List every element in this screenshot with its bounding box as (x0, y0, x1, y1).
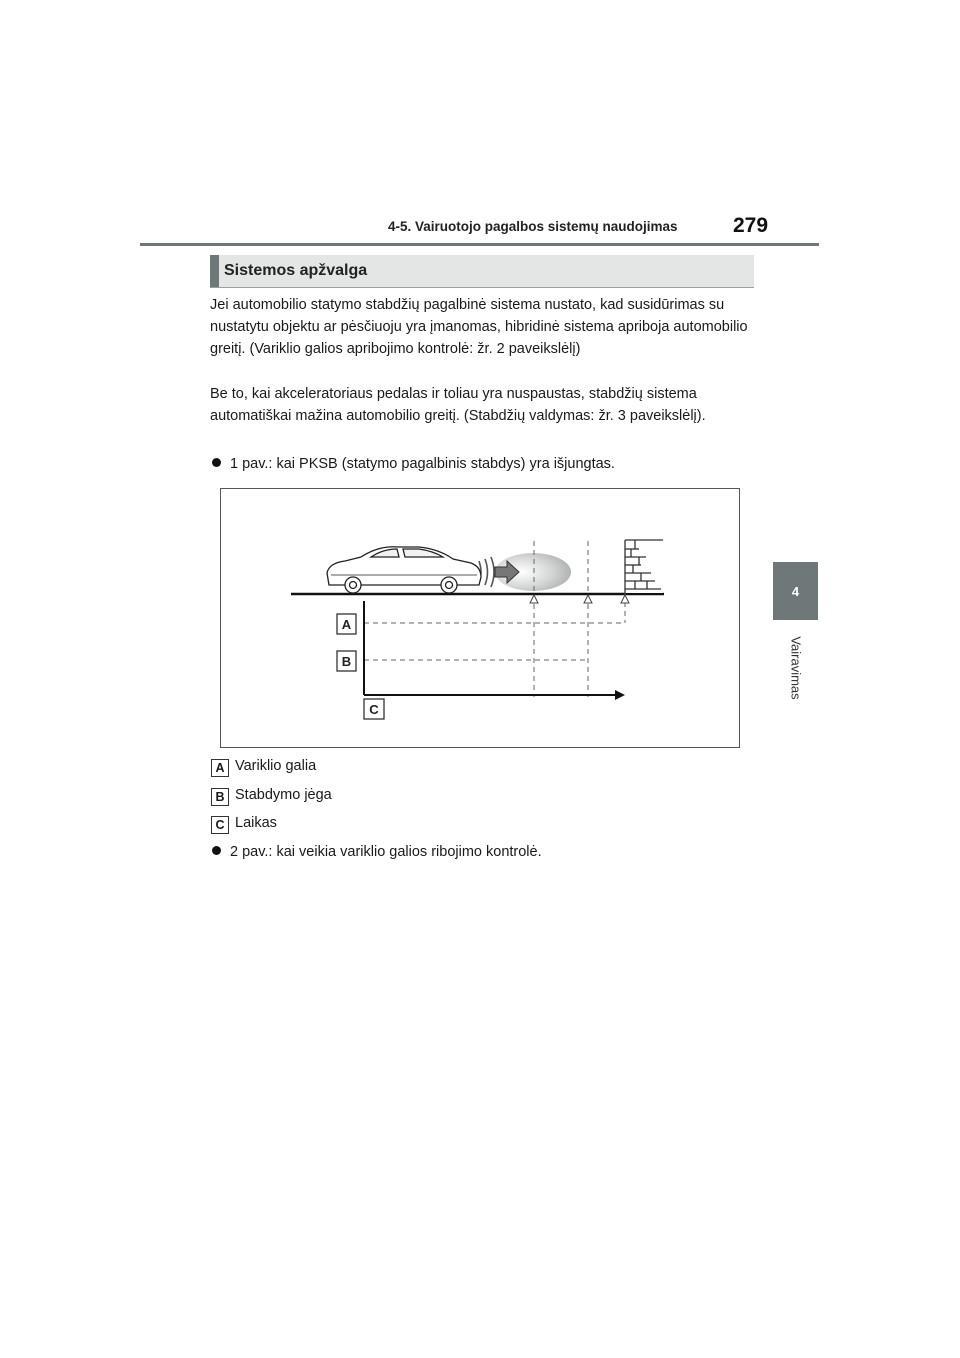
legend-item-a (211, 758, 316, 777)
section-heading (210, 255, 754, 288)
svg-text:C: C (369, 702, 379, 717)
legend-item-c (211, 815, 277, 834)
header-rule (140, 243, 819, 246)
bullet-dot (212, 458, 221, 467)
figure-label-a (337, 614, 356, 634)
sensor-wave-icon (479, 557, 494, 587)
brick-wall-icon (625, 540, 663, 593)
page-header (0, 0, 960, 260)
bullet-item-1 (212, 454, 615, 474)
body-paragraph-1: Jei automobilio statymo stabdžių pagalbinė sistema nustato, kad susidūrimas su nustatytu objektu ar pėsčiuoju yra įmanomas, hibridinė sistema apriboja automobilio greitį. (Variklio galios apribojimo kontrolė: žr. 2 paveikslėlį) (210, 297, 748, 358)
bullet-item-2 (212, 842, 542, 862)
figure-label-b (337, 651, 356, 671)
x-axis-arrow (615, 690, 625, 700)
legend-key-a: A (211, 759, 229, 777)
chapter-tab-label: Vairavimas (788, 636, 804, 700)
legend-key-b: B (211, 788, 229, 806)
chapter-tab-number: 4 (791, 583, 800, 599)
legend-item-b (211, 787, 332, 806)
legend-text-b: Stabdymo jėga (235, 787, 332, 803)
chapter-tab (773, 562, 818, 620)
section-heading-bar (210, 255, 219, 287)
legend-text-c: Laikas (235, 815, 277, 831)
bullet-text-1: 1 pav.: kai PKSB (statymo pagalbinis stabdys) yra išjungtas. (230, 456, 615, 472)
figure-1 (220, 488, 740, 748)
bullet-dot (212, 846, 221, 855)
svg-text:A: A (341, 617, 352, 632)
body-paragraph-2: Be to, kai akceleratoriaus pedalas ir toliau yra nuspaustas, stabdžių sistema automatiškai mažina automobilio greitį. (Stabdžių valdymas: žr. 3 paveikslėlį). (210, 386, 706, 425)
section-title: Sistemos apžvalga (224, 262, 368, 279)
chapter-title: 4-5. Vairuotojo pagalbos sistemų naudojimas (388, 219, 678, 234)
legend-key-c: C (211, 816, 229, 834)
car-icon (327, 547, 481, 593)
svg-text:B: B (341, 654, 352, 669)
page-number: 279 (733, 214, 769, 237)
figure-label-c (364, 699, 384, 719)
bullet-text-2: 2 pav.: kai veikia variklio galios ribojimo kontrolė. (230, 844, 542, 860)
legend-text-a: Variklio galia (235, 758, 317, 774)
position-marker-icon (530, 595, 629, 603)
figure-1-illustration (221, 489, 741, 749)
